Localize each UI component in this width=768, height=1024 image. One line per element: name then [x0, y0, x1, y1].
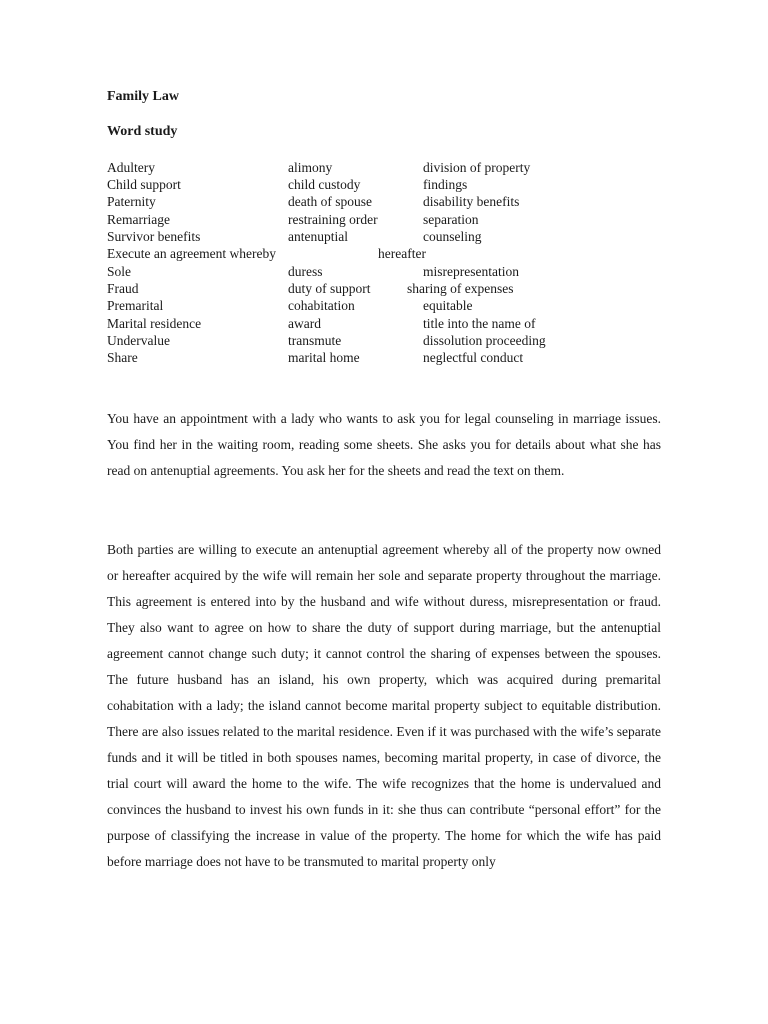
word-term: title into the name of — [423, 316, 536, 331]
word-term: disability benefits — [423, 194, 520, 209]
word-term: dissolution proceeding — [423, 333, 546, 348]
word-term: child custody — [288, 177, 361, 192]
word-term: Execute an agreement whereby — [107, 246, 277, 261]
word-term: duress — [288, 264, 323, 279]
document-title: Family Law — [107, 89, 179, 104]
word-term: transmute — [288, 333, 342, 348]
word-term: alimony — [288, 160, 333, 175]
intro-paragraph: You have an appointment with a lady who wants to ask you for legal counseling in marriage issues. You find her in the waiting room, reading some sheets. She asks you for details about what she has read on antenuptial agreements. You ask her for the sheets and read the text on them. — [107, 411, 661, 478]
word-term: separation — [423, 212, 479, 227]
word-term: counseling — [423, 229, 482, 244]
word-term: hereafter — [378, 246, 426, 261]
word-term: neglectful conduct — [423, 350, 524, 365]
word-term: Adultery — [107, 160, 155, 175]
word-term: duty of support — [288, 281, 371, 296]
word-term: Fraud — [107, 281, 139, 296]
word-term: Undervalue — [107, 333, 170, 348]
word-term: division of property — [423, 160, 531, 175]
word-term: findings — [423, 177, 468, 192]
word-term: Child support — [107, 177, 181, 192]
word-term: Share — [107, 350, 138, 365]
word-term: equitable — [423, 298, 473, 313]
word-term: antenuptial — [288, 229, 348, 244]
word-term: award — [288, 316, 321, 331]
word-term: Premarital — [107, 298, 164, 313]
word-term: marital home — [288, 350, 360, 365]
word-term: Marital residence — [107, 316, 202, 331]
word-term: Survivor benefits — [107, 229, 201, 244]
word-term: restraining order — [288, 212, 378, 227]
word-term: misrepresentation — [423, 264, 519, 279]
word-term: sharing of expenses — [407, 281, 514, 296]
section-heading-word-study: Word study — [107, 124, 178, 139]
word-term: Remarriage — [107, 212, 170, 227]
word-term: Paternity — [107, 194, 156, 209]
word-term: death of spouse — [288, 194, 372, 209]
word-term: Sole — [107, 264, 132, 279]
agreement-paragraph: Both parties are willing to execute an antenuptial agreement whereby all of the property now owned or hereafter acquired by the wife will remain her sole and separate property throughout the marriage. This agreement is entered into by the husband and wife without duress, misrepresentation or fraud. They also want to agree on how to share the duty of support during marriage, but the antenuptial agreement cannot change such duty; it cannot control the sharing of expenses between the spouses. The future husband has an island, his own property, which was acquired during premarital cohabitation with a lady; the island cannot become marital property subject to equitable distribution. There are also issues related to the marital residence. Even if it was purchased with the wife’s separate funds and it will be titled in both spouses names, becoming marital property, in case of divorce, the trial court will award the home to the wife. The wife recognizes that the home is undervalued and convinces the husband to invest his own funds in it: she thus can contribute “personal effort” for the purpose of classifying the increase in value of the property. The home for which the wife has paid before marriage does not have to be transmuted to marital property only — [107, 542, 661, 869]
word-term: cohabitation — [288, 298, 355, 313]
